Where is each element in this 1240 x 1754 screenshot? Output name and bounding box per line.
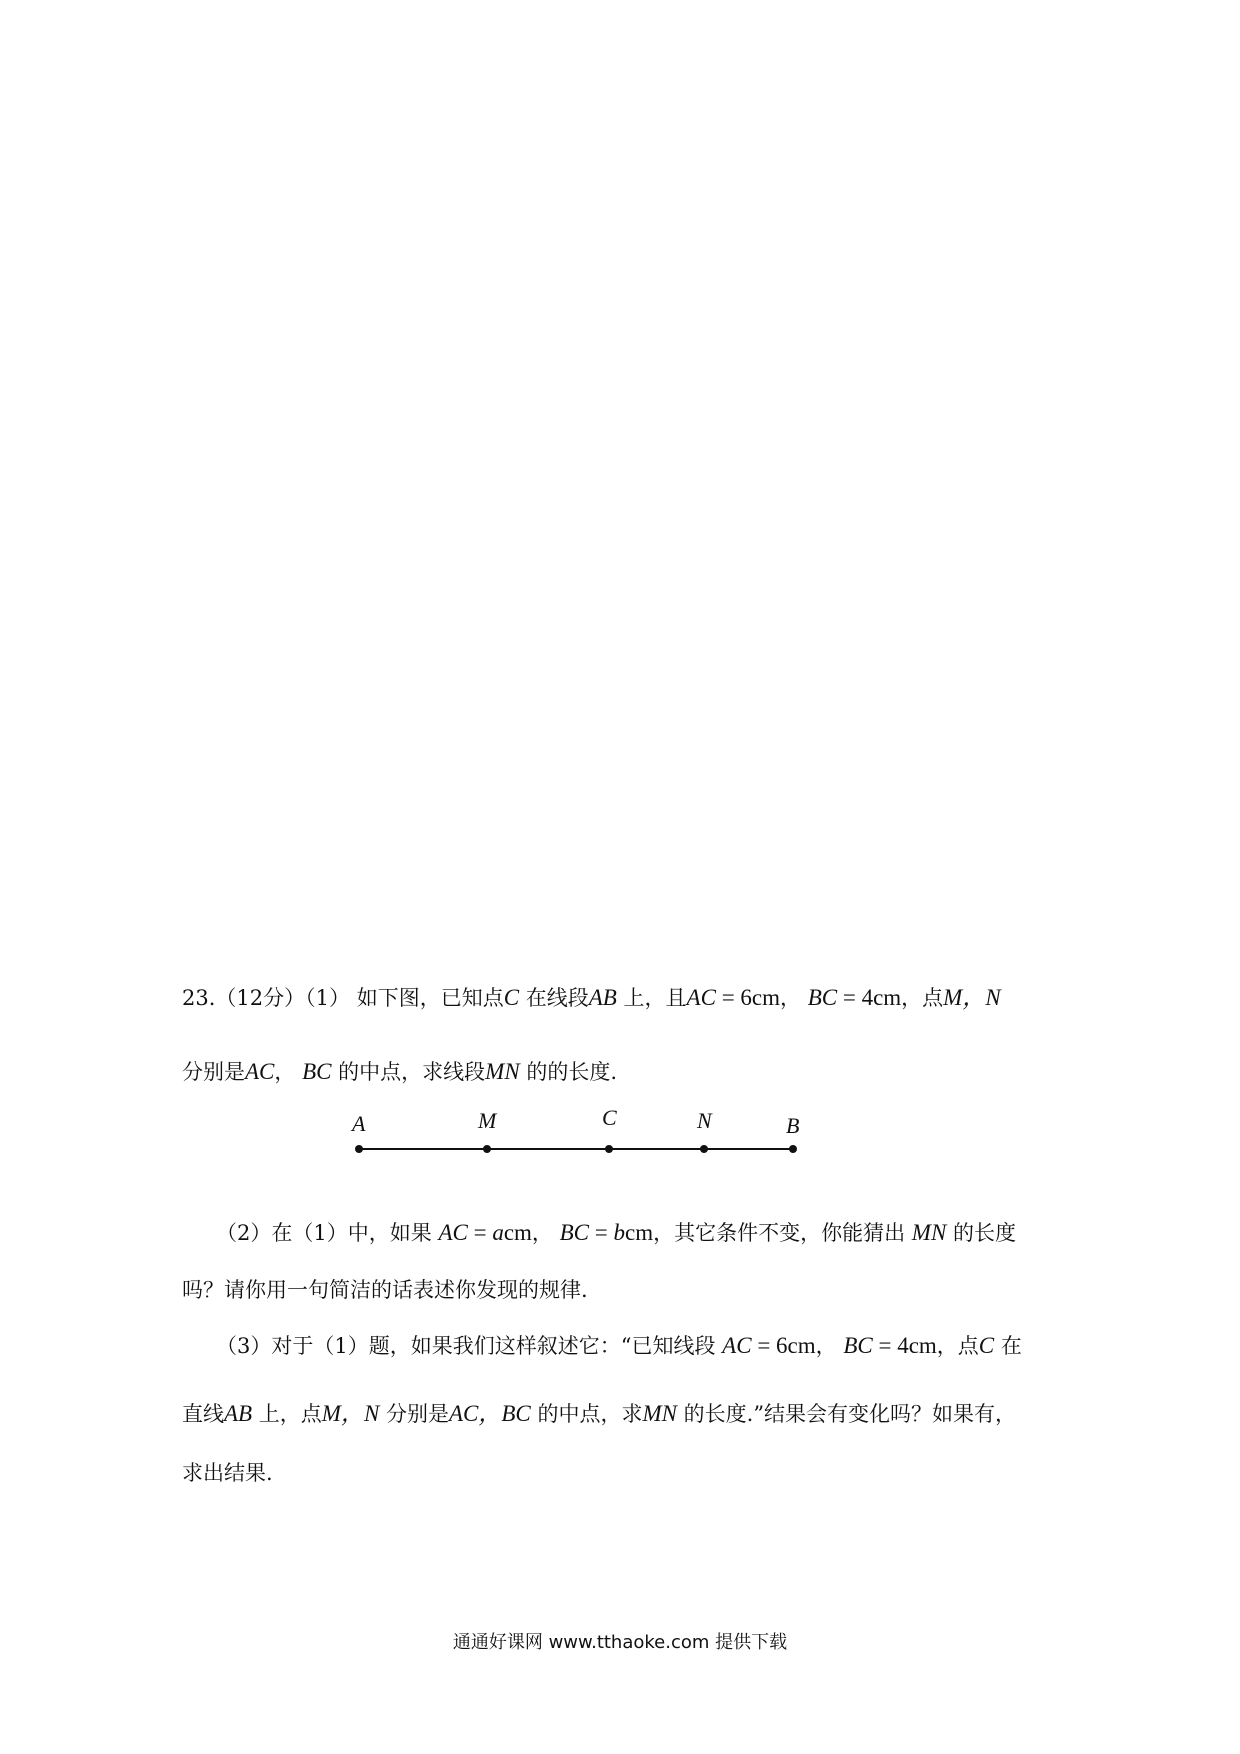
part-2-line-2 (182, 1275, 588, 1305)
math-points-MN: M，N (321, 1401, 380, 1426)
math-segment-BC: BC (807, 985, 838, 1010)
part-3-text: 的中点，求 (537, 1402, 643, 1426)
math-variable-b: b (613, 1220, 625, 1245)
part-3-text: 求出结果. (182, 1461, 273, 1485)
part-2-line-1: （2）在（1）中，如果 AC = acm， BC = bcm，其它条件不变，你能猜出 MN 的长度 (216, 1220, 1016, 1245)
math-segment-AC: AC (722, 1333, 752, 1358)
part-1-text: 上，且 (623, 986, 687, 1010)
math-point-C: C (503, 985, 520, 1010)
math-segment-BC: BC (302, 1059, 332, 1084)
part-3-line-1: （3）对于（1）题，如果我们这样叙述它：“已知线段 AC = 6cm， BC = 4cm，点C 在 (216, 1333, 1022, 1358)
math-segment-MN: MN (642, 1401, 677, 1426)
problem-points: （12分） (215, 986, 306, 1010)
part-2-text: 在（1）中，如果 (271, 1221, 432, 1245)
part-1-text: ，点 (901, 986, 944, 1010)
part-2-text: 的长度 (952, 1221, 1016, 1245)
math-variable-a: a (492, 1220, 504, 1245)
part-1-marker: （1） (305, 986, 351, 1010)
footer-download-note: 通通好课网 www.tthaoke.com 提供下载 (452, 1632, 788, 1653)
label-C: C (602, 1105, 617, 1130)
part-1-text: 的的长度. (526, 1060, 618, 1084)
problem-23-line-1: 23.（12分）（1） 如下图，已知点C 在线段AB 上，且AC = 6cm， BC = 4cm，点M，N (182, 985, 1001, 1010)
part-3-text: 上，点 (258, 1402, 322, 1426)
label-B: B (786, 1113, 800, 1138)
part-2-text: ， (531, 1221, 553, 1245)
part-3-text: 分别是 (385, 1402, 449, 1426)
math-segment-AC: AC (245, 1059, 275, 1084)
part-2-marker: （2） (216, 1221, 272, 1245)
part-1-text: ， (274, 1060, 296, 1084)
part-3-text: 直线 (182, 1402, 224, 1426)
label-N: N (697, 1108, 712, 1133)
math-value: = 4cm (837, 985, 902, 1010)
part-3-text: ，点 (936, 1334, 979, 1358)
math-segment-BC: BC (843, 1333, 873, 1358)
math-segment-MN: MN (911, 1220, 947, 1245)
label-A: A (352, 1111, 366, 1136)
math-point-C: C (978, 1333, 995, 1358)
part-1-text: 分别是 (182, 1060, 245, 1084)
point-M (483, 1145, 491, 1153)
math-segment-AB: AB (588, 985, 617, 1010)
part-3-marker: （3） (216, 1334, 272, 1358)
part-1-text: 在线段 (525, 986, 589, 1010)
math-segment-AB: AB (224, 1401, 253, 1426)
math-segment-MN: MN (485, 1059, 520, 1084)
point-N (700, 1145, 708, 1153)
problem-number: 23 (182, 986, 209, 1010)
point-B (789, 1145, 797, 1153)
label-M: M (478, 1108, 497, 1133)
math-segment-AC: AC (686, 985, 716, 1010)
part-2-text: 吗？请你用一句简洁的话表述你发现的规律. (182, 1278, 588, 1302)
math-segments-AC-BC: AC，BC (448, 1401, 531, 1426)
part-3-line-2 (182, 1399, 1016, 1429)
point-A (355, 1145, 363, 1153)
part-1-text: ， (780, 986, 802, 1010)
part-1-text: 如下图，已知点 (356, 986, 504, 1010)
part-3-text: 在 (1000, 1334, 1022, 1358)
math-segment-BC: BC (559, 1220, 589, 1245)
math-value: = 6cm (715, 985, 781, 1010)
part-3-text: 对于（1）题，如果我们这样叙述它：“已知线段 (271, 1334, 716, 1358)
point-C (605, 1145, 613, 1153)
math-segment-AC: AC (438, 1220, 468, 1245)
part-1-text: 的中点，求线段 (338, 1060, 486, 1084)
part-2-text: ，其它条件不变，你能猜出 (653, 1221, 906, 1245)
part-3-text: 的长度.”结果会有变化吗？如果有， (683, 1402, 1017, 1426)
part-3-line-3 (182, 1458, 273, 1488)
math-points-MN: M，N (943, 985, 1001, 1010)
part-3-text: ， (815, 1334, 837, 1358)
